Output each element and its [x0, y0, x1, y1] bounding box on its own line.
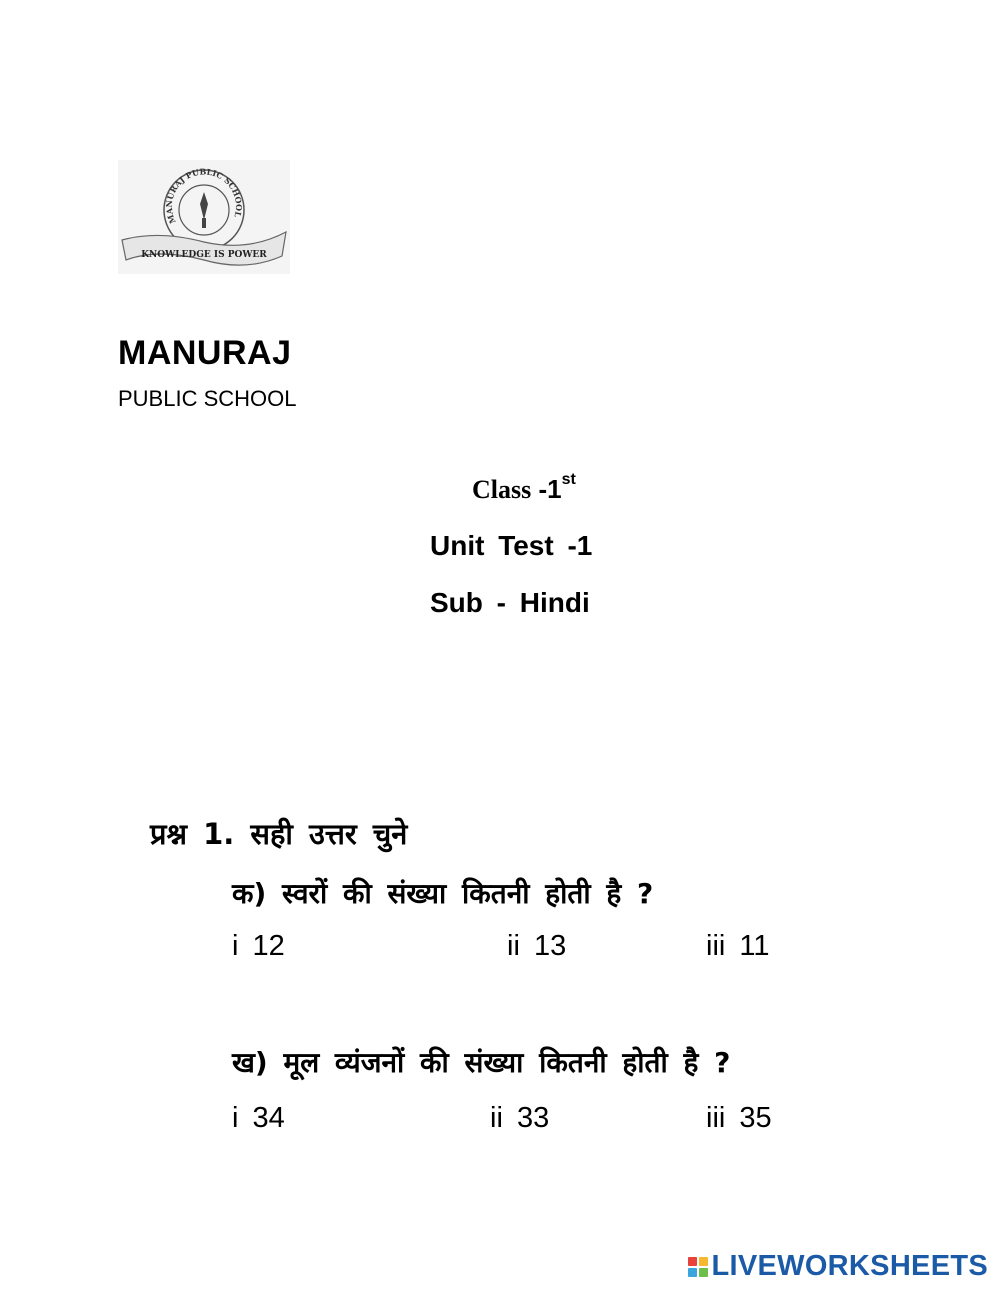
- class-suffix: st: [561, 471, 576, 489]
- option-kha-2: ii 33: [490, 1102, 550, 1134]
- option-ka-3: iii 11: [706, 930, 770, 962]
- school-logo: [118, 160, 290, 274]
- logo-arc-text: MANURAJ PUBLIC SCHOOL: [163, 166, 245, 226]
- class-value: -1: [538, 474, 562, 504]
- option-kha-3: iii 35: [706, 1102, 772, 1134]
- brand-block: [699, 1268, 708, 1277]
- class-line: [472, 471, 576, 505]
- brand-name: LIVEWORKSHEETS: [711, 1250, 988, 1282]
- logo-ribbon-text: KNOWLEDGE IS POWER: [141, 250, 267, 260]
- school-name: MANURAJ: [118, 334, 292, 372]
- brand-blocks-icon: [688, 1257, 708, 1277]
- brand-block: [699, 1257, 708, 1266]
- liveworksheets-footer[interactable]: [688, 1250, 989, 1283]
- question-part-kha: ख) मूल व्यंजनों की संख्या कितनी होती है ?: [232, 1046, 731, 1079]
- subject-line: Sub - Hindi: [430, 587, 590, 618]
- school-subtitle: PUBLIC SCHOOL: [118, 386, 297, 411]
- brand-block: [688, 1257, 697, 1266]
- class-word: Class: [472, 475, 532, 504]
- unit-test-title: Unit Test -1: [430, 530, 593, 561]
- question-part-ka: क) स्वरों की संख्या कितनी होती है ?: [232, 877, 654, 910]
- option-ka-2: ii 13: [507, 930, 567, 962]
- option-kha-1: i 34: [232, 1102, 285, 1134]
- option-ka-1: i 12: [232, 930, 285, 962]
- question-heading: प्रश्न 1. सही उत्तर चुने: [150, 817, 408, 851]
- brand-block: [688, 1268, 697, 1277]
